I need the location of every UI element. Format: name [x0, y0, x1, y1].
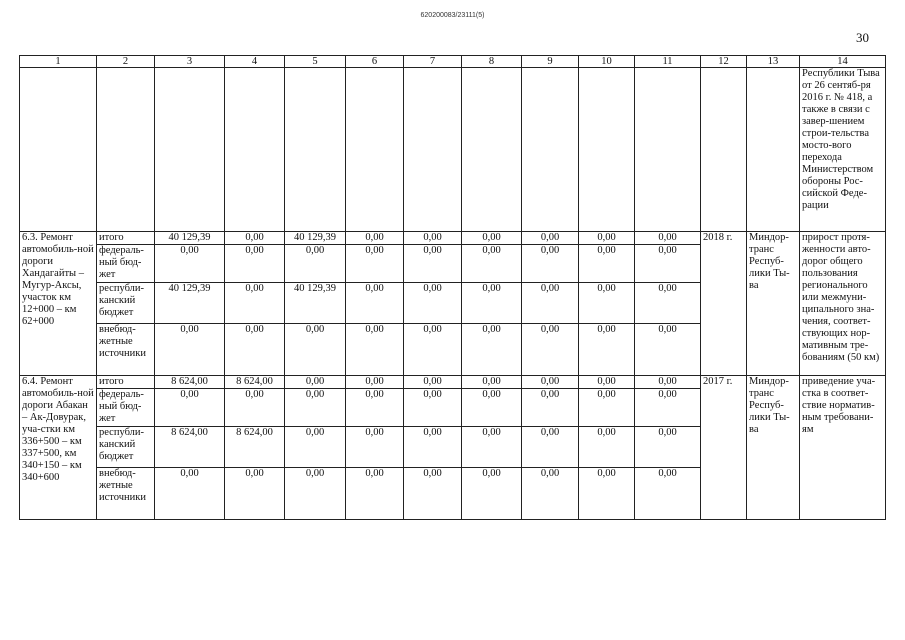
- funding-source-label: федераль-ный бюд-жет: [97, 389, 155, 427]
- amount-cell: 0,00: [346, 283, 404, 324]
- header-cell: 2: [97, 56, 155, 68]
- amount-cell: 0,00: [225, 468, 285, 520]
- amount-cell: 0,00: [462, 232, 522, 245]
- empty-cell: [346, 68, 404, 232]
- empty-cell: [20, 68, 97, 232]
- amount-cell: 0,00: [285, 468, 346, 520]
- amount-cell: 40 129,39: [155, 283, 225, 324]
- funding-source-label: итого: [97, 232, 155, 245]
- amount-cell: 8 624,00: [155, 427, 225, 468]
- header-cell: 3: [155, 56, 225, 68]
- header-cell: 9: [522, 56, 579, 68]
- amount-cell: 0,00: [285, 389, 346, 427]
- amount-cell: 0,00: [579, 245, 635, 283]
- amount-cell: 0,00: [579, 376, 635, 389]
- amount-cell: 0,00: [635, 468, 701, 520]
- deadline-year: 2018 г.: [701, 232, 747, 376]
- table-body: [20, 56, 886, 520]
- empty-cell: [97, 68, 155, 232]
- empty-cell: [285, 68, 346, 232]
- empty-cell: [404, 68, 462, 232]
- amount-cell: 8 624,00: [225, 427, 285, 468]
- amount-cell: 0,00: [635, 232, 701, 245]
- header-cell: 1: [20, 56, 97, 68]
- expected-result: приведение уча-стка в соответ-ствие норматив-ным требовани-ям: [800, 376, 886, 520]
- amount-cell: 0,00: [579, 389, 635, 427]
- amount-cell: 0,00: [404, 232, 462, 245]
- empty-cell: [701, 68, 747, 232]
- amount-cell: 0,00: [155, 389, 225, 427]
- continuation-result-text: Республики Тыва от 26 сентяб-ря 2016 г. № 418, а также в связи с завер-шением строи-тельства мосто-вого перехода Министерством обороны Рос-сийской Феде-рации: [800, 68, 886, 232]
- measure-name: 6.4. Ремонт автомобиль-ной дороги Абакан – Ак-Довурак, уча-стки км 336+500 – км 337+500, км 340+150 – км 340+600: [20, 376, 97, 520]
- amount-cell: 0,00: [522, 324, 579, 376]
- executor: Миндор-транс Респуб-лики Ты-ва: [747, 232, 800, 376]
- continuation-row: [20, 68, 886, 232]
- budget-table: [19, 55, 886, 520]
- header-cell: 6: [346, 56, 404, 68]
- amount-cell: 0,00: [579, 324, 635, 376]
- document-id: 620200083/23111(5): [420, 12, 485, 19]
- amount-cell: 0,00: [635, 245, 701, 283]
- funding-source-label: итого: [97, 376, 155, 389]
- empty-cell: [522, 68, 579, 232]
- amount-cell: 0,00: [225, 389, 285, 427]
- amount-cell: 0,00: [462, 389, 522, 427]
- header-cell: 11: [635, 56, 701, 68]
- amount-cell: 0,00: [522, 389, 579, 427]
- amount-cell: 0,00: [462, 324, 522, 376]
- empty-cell: [579, 68, 635, 232]
- amount-cell: 0,00: [462, 427, 522, 468]
- amount-cell: 40 129,39: [285, 283, 346, 324]
- amount-cell: 0,00: [635, 324, 701, 376]
- funding-source-label: республи-канский бюджет: [97, 427, 155, 468]
- amount-cell: 0,00: [522, 376, 579, 389]
- header-cell: 4: [225, 56, 285, 68]
- amount-cell: 0,00: [346, 427, 404, 468]
- amount-cell: 0,00: [522, 468, 579, 520]
- empty-cell: [462, 68, 522, 232]
- amount-cell: 0,00: [155, 324, 225, 376]
- amount-cell: 0,00: [579, 283, 635, 324]
- amount-cell: 0,00: [404, 468, 462, 520]
- header-row: [20, 56, 886, 68]
- page-number: 30: [856, 30, 869, 45]
- amount-cell: 0,00: [346, 376, 404, 389]
- amount-cell: 0,00: [285, 245, 346, 283]
- header-cell: 7: [404, 56, 462, 68]
- budget-row: [20, 232, 886, 245]
- amount-cell: 0,00: [404, 245, 462, 283]
- amount-cell: 0,00: [579, 427, 635, 468]
- amount-cell: 0,00: [225, 245, 285, 283]
- funding-source-label: республи-канский бюджет: [97, 283, 155, 324]
- amount-cell: 0,00: [404, 283, 462, 324]
- amount-cell: 0,00: [462, 245, 522, 283]
- header-cell: 14: [800, 56, 886, 68]
- amount-cell: 0,00: [346, 232, 404, 245]
- amount-cell: 8 624,00: [155, 376, 225, 389]
- amount-cell: 0,00: [404, 376, 462, 389]
- amount-cell: 0,00: [462, 468, 522, 520]
- budget-row: [20, 376, 886, 389]
- header-cell: 12: [701, 56, 747, 68]
- amount-cell: 40 129,39: [155, 232, 225, 245]
- amount-cell: 0,00: [346, 468, 404, 520]
- header-cell: 8: [462, 56, 522, 68]
- amount-cell: 0,00: [225, 283, 285, 324]
- amount-cell: 0,00: [155, 468, 225, 520]
- amount-cell: 0,00: [635, 427, 701, 468]
- header-cell: 5: [285, 56, 346, 68]
- funding-source-label: внебюд-жетные источники: [97, 324, 155, 376]
- amount-cell: 0,00: [635, 376, 701, 389]
- empty-cell: [225, 68, 285, 232]
- amount-cell: 0,00: [225, 324, 285, 376]
- amount-cell: 0,00: [579, 232, 635, 245]
- amount-cell: 0,00: [285, 376, 346, 389]
- amount-cell: 0,00: [155, 245, 225, 283]
- amount-cell: 0,00: [635, 283, 701, 324]
- amount-cell: 0,00: [404, 427, 462, 468]
- funding-source-label: федераль-ный бюд-жет: [97, 245, 155, 283]
- empty-cell: [747, 68, 800, 232]
- amount-cell: 0,00: [285, 427, 346, 468]
- amount-cell: 0,00: [522, 427, 579, 468]
- amount-cell: 0,00: [285, 324, 346, 376]
- amount-cell: 0,00: [462, 376, 522, 389]
- executor: Миндор-транс Респуб-лики Ты-ва: [747, 376, 800, 520]
- amount-cell: 0,00: [522, 283, 579, 324]
- deadline-year: 2017 г.: [701, 376, 747, 520]
- header-cell: 10: [579, 56, 635, 68]
- amount-cell: 0,00: [346, 324, 404, 376]
- empty-cell: [635, 68, 701, 232]
- amount-cell: 8 624,00: [225, 376, 285, 389]
- amount-cell: 0,00: [225, 232, 285, 245]
- amount-cell: 0,00: [579, 468, 635, 520]
- amount-cell: 40 129,39: [285, 232, 346, 245]
- amount-cell: 0,00: [404, 324, 462, 376]
- amount-cell: 0,00: [404, 389, 462, 427]
- amount-cell: 0,00: [346, 389, 404, 427]
- header-cell: 13: [747, 56, 800, 68]
- measure-name: 6.3. Ремонт автомобиль-ной дороги Хандагайты – Мугур-Аксы, участок км 12+000 – км 62+000: [20, 232, 97, 376]
- amount-cell: 0,00: [346, 245, 404, 283]
- empty-cell: [155, 68, 225, 232]
- amount-cell: 0,00: [522, 245, 579, 283]
- amount-cell: 0,00: [635, 389, 701, 427]
- amount-cell: 0,00: [462, 283, 522, 324]
- funding-source-label: внебюд-жетные источники: [97, 468, 155, 520]
- expected-result: прирост протя-женности авто-дорог общего пользования регионального или межмуни-ципального зна-чения, соответ-ствующих нор-мативным тре-бованиям (50 км): [800, 232, 886, 376]
- amount-cell: 0,00: [522, 232, 579, 245]
